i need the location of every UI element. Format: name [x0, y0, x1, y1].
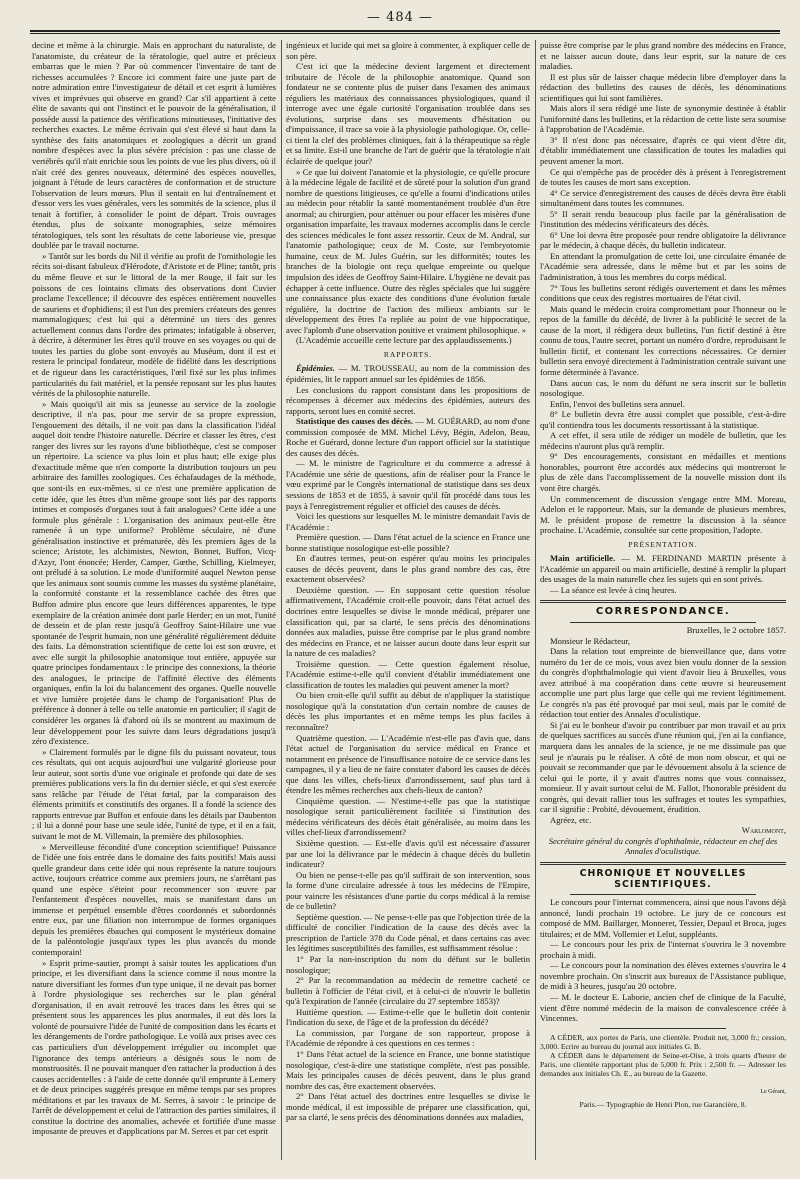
col3-paragraph: Mais alors il sera rédigé une liste de synonymie destinée à établir l'uniformité dans les bulletins, et la rédaction de cette liste sera soumise à l'approbation de l'Académie.	[540, 103, 786, 135]
col2-paragraph: C'est ici que la médecine devient largement et directement tributaire de l'école de la philosophie anatomique. Quand son fondateur ne se contente plus de puiser dans l'examen des animaux réguliers les matériaux des connaissances physiologiques, quand il interroge avec une égale curiosité l'organisation troublée dans ses évolutions, surprise dans ses mouvements d'hésitation ou d'impuissance, il trace sa voie à la physiologie pathologique. Or, celle-ci tient la clef des problèmes cliniques, fait à la thérapeutique sa règle et sa limite. Est-il une branche de l'art de guérir que la tératologie n'ait éclairée de quelque jour?	[286, 61, 530, 167]
classified-ad: A CÉDER dans le département de Seine-et-Oise, à trois quarts d'heure de Paris, une clientèle rapportant plus de 5,000 fr. Prix : 2,500 fr. — Adresser les demandes aux initiales Ch. E., au bureau de la Gazette.	[540, 1051, 786, 1079]
letter-place-date: Bruxelles, le 2 octobre 1857.	[686, 624, 786, 635]
title-underline	[570, 894, 756, 895]
epidemies-lead: Épidémies.	[296, 363, 335, 374]
col3-paragraph: 9° Des encouragements, consistant en médailles et mentions honorables, pourront être accordés aux médecins qui montreront le plus de zèle dans l'accomplissement de la nouvelle mission dont ils vont être chargés.	[540, 451, 786, 493]
statistique-paragraph	[286, 416, 530, 458]
letter-paragraph: Dans la relation tout empreinte de bienveillance que, dans votre numéro du 1er de ce mois, vous avez bien voulu donner de la session du congrès d'ophthalmologie qui vient d'avoir lieu à Bruxelles, vous avez attribué à ma coopération dans cette œuvre si heureusement accomplie une part plus large que celle qui me revient légitimement. Le congrès n'a pas été provoqué par moi seul, mais par le comité de rédaction tout entier des Annales d'oculistique.	[540, 646, 786, 720]
col3-paragraph: 4° Ce service d'enregistrement des causes de décès devra être établi simultanément dans toutes les communes.	[540, 187, 786, 209]
col3-paragraph: A cet effet, il sera utile de rédiger un modèle de bulletin, que les médecins n'auront plus qu'à remplir.	[540, 430, 786, 451]
col2-paragraph: 2° Dans l'état actuel des doctrines entre lesquelles se divise le monde médical, il est impossible de préparer une classification, qui, par sa clarté, le sens précis des dénominations données aux maladies,	[286, 1091, 530, 1123]
col3-paragraph: 3° Il n'est donc pas nécessaire, d'après ce qui vient d'être dit, d'établir immédiatement une classification de toutes les maladies qui peuvent amener la mort.	[540, 134, 786, 167]
col3-paragraph: Enfin, l'envoi des bulletins sera annuel.	[550, 398, 685, 409]
col3-paragraph: puisse être comprise par le plus grand nombre des médecins en France, et ne laisser aucun doute, dans leur esprit, sur la nature de ces maladies.	[540, 40, 786, 72]
title-underline	[570, 622, 756, 623]
letter-paragraph: Si j'ai eu le bonheur d'avoir pu contribuer par mon travail et au prix de quelques sacrifices au succès d'une réunion qui, j'en ai la confiance, marquera dans les annales de la science, je ne me dissimule pas que seul je n'aurais pu le réaliser. A côté de mon nom obscur, et qui ne pouvait se recommander que par le dévouement absolu à la science de celui qui le porte, il y avait d'autres noms que vous connaissez, monsieur. Il y avait surtout celui de M. Fallot, l'honorable président du congrès, qui devait rallier tous les suffrages et toutes les sympathies, car il signifie : Probité, dévouement, érudition.	[540, 719, 786, 815]
chronique-paragraph: Le concours pour l'internat commencera, ainsi que nous l'avons déjà annoncé, lundi prochain 19 octobre. Le jury de ce concours est composé de MM. Baillarger, Monneret, Tessier, Depaul et Broca, juges titulaires; et de MM. Vollemier et Lelut, suppléants.	[540, 897, 786, 939]
col3-paragraph: 7° Tous les bulletins seront rédigés ouvertement et dans les mêmes conditions que ceux des registres mortuaires de l'état civil.	[540, 282, 786, 304]
col2-paragraph: ingénieux et lucide qui met sa gloire à commenter, à expliquer celle de son père.	[286, 40, 530, 61]
column-3	[540, 40, 786, 1170]
rapports-heading: RAPPORTS.	[383, 349, 433, 359]
main-artificielle-text: — M. FERDINAND MARTIN présente à l'Académie un appareil ou main artificielle, destiné à remplir la plupart des usages de la main naturelle chez les sujets qui en sont privés.	[540, 553, 786, 585]
gerant-label: Le Gérant,	[760, 1088, 786, 1095]
col2-paragraph: Septième question. — Ne pense-t-elle pas que l'objection tirée de la difficulté de concilier l'indication de la cause des décès avec la prescription de l'article 378 du Code pénal, et dans certains cas avec les légitimes susceptibilités des familles, est suffisamment résolue :	[286, 911, 530, 954]
col2-paragraph: Première question. — Dans l'état actuel de la science en France une bonne statistique nosologique est-elle possible?	[286, 532, 530, 553]
col3-paragraph: 8° Le bulletin devra être aussi complet que possible, c'est-à-dire qu'il contiendra tous les documents ressortissant à la statistique.	[540, 409, 786, 430]
epidemies-paragraph	[286, 363, 530, 384]
col2-paragraph: En d'autres termes, peut-on espérer qu'au moins les principales causes de décès peuvent, dans le plus grand nombre des cas, être exactement observées?	[286, 553, 530, 585]
col2-paragraph: Troisième question. — Cette question également résolue, l'Académie estime-t-elle qu'il convient d'établir immédiatement une classification de toutes les maladies qui peuvent amener la mort?	[286, 658, 530, 690]
epidemies-text: — M. TROUSSEAU, au nom de la commission des épidémies, lit le rapport annuel sur les épidémies de 1856.	[286, 363, 530, 384]
col2-paragraph: 1° Par la non-inscription du nom du défunt sur le bulletin nosologique;	[286, 954, 530, 975]
col2-paragraph: Deuxième question. — En supposant cette question résolue affirmativement, l'Académie croit-elle pouvoir, dans l'état actuel des doctrines entre lesquelles se divise le monde médical, préparer une classification qui, par sa clarté, le sens précis des dénominations données aux maladies, puisse être comprise par le plus grand nombre des médecins en France, et ne laisser aucun doute dans leur esprit sur la nature de ces maladies?	[286, 584, 530, 659]
header-rule-thin	[30, 33, 780, 34]
seance-close: — La séance est levée à cinq heures.	[550, 584, 677, 595]
chronique-paragraph: — Le concours pour les prix de l'internat s'ouvrira le 3 novembre prochain à midi.	[540, 939, 786, 960]
col3-paragraph: Un commencement de discussion s'engage entre MM. Moreau, Adelon et le rapporteur. Mais, sur la demande de plusieurs membres, M. le président propose de remettre la discussion à la séance prochaine. L'Académie, consultée sur cette proposition, l'adopte.	[540, 493, 786, 536]
col1-paragraph: » Esprit prime-sautier, prompt à saisir toutes les applications d'un principe, et les diversifiant dans la science comme il nous montre la nature diversifiant les formes d'un type unique, il ne devait pas borner à l'ordre physiologique ses recherches sur le plan général d'organisation, il en avait retrouvé les traces dans les êtres qui se présentent sous les apparences les plus anormales, il eut dès lors la volonté de poursuivre l'idée de l'unité de composition dans les écarts et les dérangements de l'ordre pathologique. Le voilà aux prises avec ces cas particuliers d'un développement irrégulier ou incomplet que l'ignorance des temps antérieurs a désignés sous le nom de monstruosités. Il ne pouvait manquer d'en rattacher la production à des causes accidentelles : à l'aide de cette donnée qu'il emprunte à Lemery et de deux principes suggérés presque en même temps par ses propres méditations et par les travaux de M. Serres, à savoir : le principe de l'arrêt de développement et celui de l'attraction des parties similaires, il constitue la doctrine des anomalies, achevée et fortifiée d'une masse imposante de preuves et d'applications par M. Serres et par cet esprit	[32, 957, 276, 1137]
column-divider-2	[535, 40, 536, 1160]
letter-close: Agréez, etc.	[550, 814, 592, 825]
statistique-lead: Statistique des causes des décès.	[296, 416, 413, 427]
header-rule	[30, 30, 780, 32]
col1-paragraph: » Mais quoiqu'il ait mis sa jeunesse au service de la zoologie descriptive, il n'a pas, pour me servir de sa propre expression, l'engouement des détails, il ne voit pas dans la classification l'idéal auquel doit tendre l'histoire naturelle. Décrire et classer les êtres, c'est ranger des livres sur les rayons d'une bibliothèque, c'est se composer un répertoire. La science va plus loin et plus haut; elle exige plus d'exactitude même que n'en comporte la distribution toujours un peu arbitraire des familles zoologiques. Ces échafaudages de la méthode, que sont-ils en eux-mêmes, si ce n'est une première application de cette idée, que les êtres d'un même groupe sont liés par des rapports intimes et composés d'organes tout à fait analogues? Cette idée a une formule plus générale : L'organisation des animaux peut-elle être ramenée à un type uniforme? Problème séculaire, né d'une généralisation instinctive et prématurée, dès les premiers âges de la science; Aristote, les alchimistes, Newton, Bonnet, Buffon, Vicq-d'Azyr, l'ont énoncée; Herder, Camper, Gœthe, Schilling, Kielmeyer, ont préludé à sa solution. Le mode d'uniformité auquel Newton pense que les animaux sont soumis comme les masses du système planétaire, la conformité constante et la ressemblance cachée des êtres que Buffon admire plus encore que leurs différences apparentes, le type exemplaire de la création animée dont parle Herder; en un mot, l'unité de dessein et de plan reste jusqu'à Geoffroy Saint-Hilaire une vue spontanée de l'esprit humain, non une généralité régulièrement déduite des faits. La démonstration scientifique de cette loi est son œuvre, et avec elle surgit la philosophie anatomique tout entière, appuyée sur quatre principes fondamentaux : le principe des connexions, la théorie des analogues, le principe de l'affinité élective des éléments organiques, enfin la loi du balancement des organes. Quelle nouvelle et vive lumière projetée dans le champ de l'organisation! Plus de préférence à donner à telle ou telle anatomie en particulier; il s'agit de considérer les organes là d'abord où ils se montrent au maximum de leur développement pour les suivre dans leurs dégradations jusqu'à zéro d'existence.	[32, 398, 276, 747]
col2-paragraph: 2° Par la recommandation au médecin de remettre cacheté ce bulletin à l'officier de l'état civil, et à celui-ci de n'ouvrir le bulletin qu'à l'expiration de l'année (circulaire du 27 septembre 1853)?	[286, 975, 530, 1007]
main-artificielle-paragraph	[540, 553, 786, 585]
col2-paragraph: Huitième question. — Estime-t-elle que le bulletin doit contenir l'indication du sexe, de l'âge et de la profession du décédé?	[286, 1006, 530, 1028]
col1-paragraph: decine et même à la chirurgie. Mais en approchant du naturaliste, de l'anatomiste, du créateur de la tératologie, quel autre et précieux embarras que le mien ? Par où commencer l'inventaire de tant de richesses accumulées ? Encore ici comment faire une juste part de notre admiration entre l'investigateur de détail et cet esprit à lumières vives et imprévues qui observe en grand? Car s'il appartient à cette élite de savants qui ont l'instinct et le pouvoir de la généralisation, il possède aussi la patience des vérifications minutieuses, l'initiative des recherches exactes. Le même écrivain qui s'est élevé si haut dans la synthèse des faits anatomiques et zoologiques a décrit un grand nombre d'espèces avec la plus sévère précision : pas une classe de vertébrés qu'il n'ait enrichie sous les points de vue les plus divers, où il n'ait créé des genres nouveaux, déterminé des espèces nouvelles, joignant à l'étude de leurs caractères de conformation et de structure l'observation de leurs mœurs. Plus il sentait en lui d'entraînement et d'essor vers les vues générales, vers les sommités de la science, plus il tenait à fortifier, à consolider le point de départ. Trois ouvrages étendus, plus de soixante monographies, seize mémoires tératologiques, tels sont les résultats de cette laborieuse vie, presque doublée par le travail nocturne.	[32, 40, 276, 251]
col3-paragraph: Dans aucun cas, le nom du défunt ne sera inscrit sur le bulletin nosologique.	[540, 377, 786, 399]
col3-paragraph: Ce qui n'empêche pas de procéder dès à présent à l'enregistrement de toutes les causes de mort sans exception.	[540, 166, 786, 188]
col2-paragraph: Cinquième question. — N'estime-t-elle pas que la statistique nosologique serait particulièrement facilitée si l'institution des médecins vérificateurs des décès était généralisée, au moins dans les villes chef-lieux d'arrondissement?	[286, 795, 530, 838]
col2-paragraph: Ou bien croit-elle qu'il suffit au début de n'appliquer la statistique nosologique qu'à la constatation d'un certain nombre de causes de décès les plus importantes et en même temps les plus faciles à reconnaître?	[286, 690, 530, 732]
statistique-text: — M. GUÉRARD, au nom d'une commission composée de MM. Michel Lévy, Bégin, Adelon, Beau, Roche et Guérard, donne lecture d'un rapport officiel sur la statistique des causes des décès.	[286, 416, 530, 458]
printer-imprint: Paris.— Typographie de Henri Plon, rue Garancière, 8.	[579, 1100, 747, 1110]
col3-paragraph: 6° Une loi devra être proposée pour rendre obligatoire la délivrance par le médecin, à chaque décès, du bulletin indicateur.	[540, 229, 786, 251]
col3-paragraph: En attendant la promulgation de cette loi, une circulaire émanée de l'Académie sera adressée, dans le même but et par les soins de l'administration, à tous les membres du corps médical.	[540, 250, 786, 283]
col2-paragraph: (L'Académie accueille cette lecture par des applaudissements.)	[296, 335, 512, 346]
chronique-heading: CHRONIQUE ET NOUVELLES SCIENTIFIQUES.	[579, 868, 747, 890]
presentation-heading: PRÉSENTATION.	[628, 539, 698, 549]
page-number: — 484 —	[366, 10, 434, 25]
col3-paragraph: 5° Il serait rendu beaucoup plus facile par la généralisation de l'institution des médecins vérificateurs des décès.	[540, 208, 786, 230]
section-rule	[540, 862, 786, 865]
main-artificielle-lead: Main artificielle.	[550, 553, 616, 564]
col1-paragraph: » Merveilleuse fécondité d'une conception scientifique! Puissance de l'idée une fois entrée dans le domaine des faits positifs! Mais aussi quelle grandeur dans cette idée qui nous représente la nature toujours active, toujours créatrice comme aux premiers jours, ne s'arrêtant pas quand une espèce s'éteint pour recommencer son œuvre par l'enfantement d'espèces nouvelles, mais se manifestant dans un immense et perpétuel ensemble d'êtres coordonnés et subordonnés entre eux, par une filiation non interrompue de formes organiques depuis les premières ébauches qui composent le mystérieux domaine de la paléontologie jusqu'aux types les plus avancés du monde contemporain!	[32, 841, 276, 958]
col2-paragraph: » Ce que lui doivent l'anatomie et la physiologie, ce qu'elle procure à la médecine légale de facilité et de sûreté pour la solution d'un grand nombre de questions litigieuses, ce qu'elle a fourni d'indications utiles au médecin pour rétablir la santé momentanément troublée d'un être anormal; au chirurgien, pour atténuer ou pour effacer les misères d'une organisation imparfaite, les travaux modernes accomplis dans le cercle des sciences médicales le font assez ressortir. Ceux de M. Andral, sur l'anatomie pathologique; ceux de M. Coste, sur l'embryotomie humaine, ceux de M. Jules Guérin, sur les difformités; toutes les branches de la biologie ont reçu quelque empreinte ou quelque impulsion des idées de Geoffroy Saint-Hilaire. L'hygiène ne devait pas échapper à cette influence. Outre des règles spéciales que lui suggère une connaissance plus exacte des conditions d'une évolution fœtale régulière, la doctrine de l'action des milieux ambiants sur le développement des êtres l'a repliée au point de vue hippocratique, avec l'aplomb d'une observation positive et vraiment philosophique. »	[286, 166, 530, 335]
col3-paragraph: Il est plus sûr de laisser chaque médecin libre d'employer dans la rédaction des bulletins des causes de décès, les dénominations scientifiques qui lui sont familières.	[540, 71, 786, 103]
chronique-paragraph: — Le concours pour la nomination des élèves externes s'ouvrira le 4 novembre prochain. On s'inscrit aux bureaux de l'Assistance publique, de midi à 3 heures, jusqu'au 20 octobre.	[540, 960, 786, 992]
col2-paragraph: La commission, par l'organe de son rapporteur, propose à l'Académie de répondre à ces questions en ces termes :	[286, 1027, 530, 1049]
col1-paragraph: » Clairement formulés par le digne fils du puissant novateur, tous ces résultats, qui ont acquis aujourd'hui une vulgarité glorieuse pour leur auteur, sont sortis d'une vue originale et profonde qui date de ses premières publications vers la fin du dernier siècle, et qui s'est exercée sans relâche par l'étude de l'état fœtal, par la comparaison des éléments primitifs et constitutifs des organes. Il a fondé la science des rapports entrevue par Buffon et enfouie dans les détails par Daubenton ; il lui a donné pour base une seule idée, l'unité de type, et il en a fait, suivant le mot de M. Villemain, la première des philosophies.	[32, 746, 276, 842]
letter-signature: Warlomont,	[741, 825, 786, 836]
col2-paragraph: Les conclusions du rapport consistant dans les propositions de récompenses à décerner aux médecins des épidémies, auteurs des rapports, seront lues en comité secret.	[286, 384, 530, 416]
col2-paragraph: Sixième question. — Est-elle d'avis qu'il est nécessaire d'assurer par une loi la délivrance par le médecin à chaque décès du bulletin indicateur?	[286, 838, 530, 870]
column-2	[286, 40, 530, 1170]
letter-salutation: Monsieur le Rédacteur,	[550, 635, 631, 646]
col2-paragraph: Voici les questions sur lesquelles M. le ministre demandait l'avis de l'Académie :	[286, 511, 530, 532]
column-divider-1	[281, 40, 282, 1160]
ads-rule	[600, 1028, 726, 1029]
col2-paragraph: — M. le ministre de l'agriculture et du commerce a adressé à l'Académie une série de questions, afin de réaliser pour la France le vœu exprimé par le Congrès international de statistique dans ses deux sessions de 1853 et de 1855, à savoir qu'il fût procédé dans tous les pays à l'enregistrement régulier et officiel des causes de décès.	[286, 458, 530, 511]
letter-signature-title: Secrétaire général du congrès d'ophthalmie, rédacteur en chef des Annales d'oculistique.	[548, 835, 778, 857]
col2-paragraph: Ou bien ne pense-t-elle pas qu'il suffirait de son intervention, sous la forme d'une circulaire adressée à tous les médecins de l'Empire, pour vaincre les résistances d'une partie du corps médical à la remise de ce bulletin?	[286, 869, 530, 912]
col2-paragraph: Quatrième question. — L'Académie n'est-elle pas d'avis que, dans l'état actuel de l'organisation du service médical en France et notamment en présence de l'insuffisance notoire de ce service dans les campagnes, il y a lieu de ne faire constater d'abord les causes de décès que dans les villes, chefs-lieux d'arrondissement, sauf plus tard à étendre les mêmes recherches aux chefs-lieux de canton?	[286, 732, 530, 796]
col2-paragraph: 1° Dans l'état actuel de la science en France, une bonne statistique nosologique, c'est-à-dire une statistique complète, n'est pas possible. Mais les principales causes de décès peuvent, dans le plus grand nombre des cas, être exactement observées.	[286, 1048, 530, 1091]
section-rule	[540, 600, 786, 603]
classified-ad: A CÉDER, aux portes de Paris, une clientèle. Produit net, 3,000 fr.; cession, 3,000. Ecrire au bureau du journal aux initiales G. B.	[540, 1032, 786, 1051]
chronique-paragraph: — M. le docteur E. Laborie, ancien chef de clinique de la Faculté, vient d'être nommé médecin de la maison de convalescence créée à Vincennes.	[540, 992, 786, 1024]
col1-paragraph: » Tantôt sur les bords du Nil il vérifie au profit de l'ornithologie les récits soi-disant fabuleux d'Hérodote, d'Aristote et de Pline; tantôt, pris du même fleuve et sur le littoral de la mer Rouge, il fait sur les poissons de ces lointains climats des observations dont Cuvier proclame l'excellence; il découvre des espèces entièrement nouvelles de sauriens et d'ophidiens; il est l'un des premiers créateurs des genres mammalogiques; c'est lui qui a déterminé un tiers des genres actuellement connus dans l'ordre des primates; infatigable à observer, à décrire, à déterminer les êtres qu'il trouve en ses voyages ou qui de toutes les parties du globe sont envoyés au Muséum, dont il est et restera le principal fondateur, modèle de fidélité dans les descriptions et de rigueur dans les caractéristiques, l'œil fixé sur les plus infimes particularités du fait matériel, et la pensée reposant sur les plus hautes vérités de la philosophie naturelle.	[32, 250, 276, 399]
correspondance-heading: CORRESPONDANCE.	[595, 606, 731, 618]
column-1	[32, 40, 276, 1170]
col3-paragraph: Mais quand le médecin croira compromettant pour l'honneur ou le repos de la famille du décédé, de livrer à la publicité le secret de la cause de la mort, il rédigera deux bulletins, l'un fictif destiné à être connu de tous, l'autre secret, portant un numéro d'ordre, reproduisant le bulletin fictif, et contenant les corrections nécessaires. Ce dernier bulletin sera envoyé directement à l'administration centrale suivant une forme déterminée à l'avance.	[540, 303, 786, 377]
